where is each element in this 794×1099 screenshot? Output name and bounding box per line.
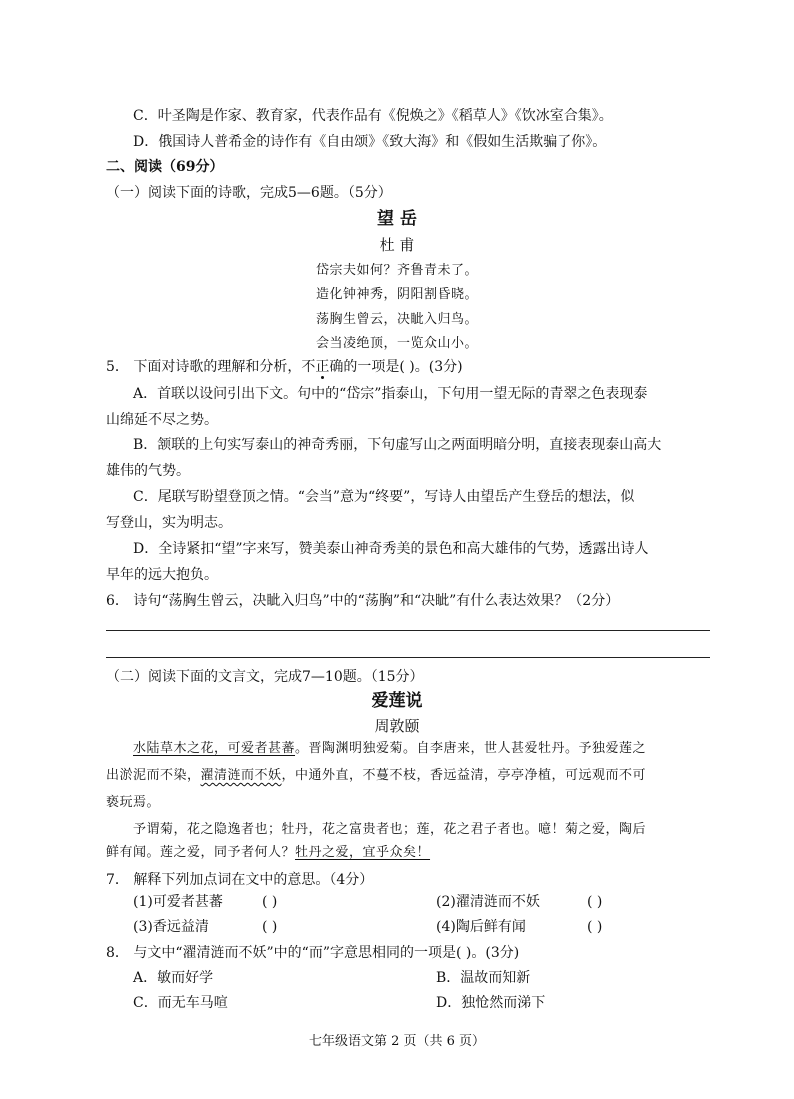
q5-option-a-line1: A．首联以设问引出下文。句中的“岱宗”指泰山，下句用一望无际的青翠之色表现泰 bbox=[133, 386, 648, 402]
q7-item-3: (3)香远益清 bbox=[133, 919, 209, 935]
q7-blank-3[interactable]: ( ) bbox=[262, 919, 278, 935]
q7-blank-4[interactable]: ( ) bbox=[587, 919, 603, 935]
q8-option-d: D．独怆然而涕下 bbox=[436, 995, 546, 1011]
q5-option-c-line2: 写登山，实为明志。 bbox=[106, 515, 232, 531]
part2-intro: （二）阅读下面的文言文，完成7—10题。（15分） bbox=[106, 669, 424, 685]
question-6-stem: 6． 诗句“荡胸生曾云，决眦入归鸟”中的“荡胸”和“决眦”有什么表达效果？（2分） bbox=[106, 593, 620, 609]
essay-p1-b2: ，中通外直，不蔓不枝，香远益清，亭亭净植，可远观而不可 bbox=[281, 768, 647, 783]
essay-wavy-sentence: 濯清涟而不妖 bbox=[200, 768, 282, 783]
essay-p1-line3: 亵玩焉。 bbox=[106, 795, 161, 810]
q5-option-b-line2: 雄伟的气势。 bbox=[106, 463, 190, 479]
q5-option-b-line1: B．颔联的上句实写泰山的神奇秀丽，下句虚写山之两面明暗分明，直接表现泰山高大 bbox=[133, 437, 662, 453]
option-d-literature: D．俄国诗人普希金的诗作有《自由颂》《致大海》和《假如生活欺骗了你》。 bbox=[133, 134, 607, 150]
essay-underlined-sentence-1: 水陆草木之花，可爱者甚蕃 bbox=[133, 741, 296, 756]
q8-option-b: B．温故而知新 bbox=[436, 970, 531, 986]
question-7-stem: 7． 解释下列加点词在文中的意思。（4分） bbox=[106, 872, 374, 888]
q5-option-a-line2: 山绵延不尽之势。 bbox=[106, 412, 218, 428]
page-footer: 七年级语文第 2 页（共 6 页） bbox=[308, 1034, 486, 1049]
q5-option-d-line1: D．全诗紧扣“望”字来写，赞美泰山神奇秀美的景色和高大雄伟的气势，透露出诗人 bbox=[133, 541, 649, 557]
q8-option-c: C．而无车马喧 bbox=[133, 995, 228, 1011]
essay-p2-line1: 予谓菊，花之隐逸者也；牡丹，花之富贵者也；莲，花之君子者也。噫！菊之爱，陶后 bbox=[133, 822, 647, 837]
part1-intro: （一）阅读下面的诗歌，完成5—6题。（5分） bbox=[106, 185, 392, 201]
q7-blank-2[interactable]: ( ) bbox=[587, 894, 603, 910]
q5-emphasis: 不正确 bbox=[301, 359, 344, 375]
q7-item-4: (4)陶后鲜有闻 bbox=[436, 919, 526, 935]
essay-underlined-sentence-2: 牡丹之爱，宜乎众矣！ bbox=[295, 845, 431, 860]
question-8-stem: 8． 与文中“濯清涟而不妖”中的“而”字意思相同的一项是( )。(3分) bbox=[106, 945, 520, 961]
poem-author: 杜 甫 bbox=[379, 236, 415, 254]
poem-line-4: 会当凌绝顶，一览众山小。 bbox=[316, 336, 479, 351]
poem-title: 望 岳 bbox=[377, 209, 417, 229]
question-5-stem bbox=[106, 357, 463, 377]
section-heading-reading: 二、阅读（69分） bbox=[106, 159, 224, 175]
q7-item-1: (1)可爱者甚蕃 bbox=[133, 894, 223, 910]
essay-title: 爱莲说 bbox=[371, 691, 423, 711]
option-c-literature: C．叶圣陶是作家、教育家，代表作品有《倪焕之》《稻草人》《饮冰室合集》。 bbox=[133, 108, 613, 124]
essay-author: 周敦颐 bbox=[374, 717, 420, 735]
q7-item-2: (2)濯清涟而不妖 bbox=[436, 894, 540, 910]
q5-pre: 5． 下面对诗歌的理解和分析， bbox=[106, 359, 302, 375]
q5-post: 的一项是( )。(3分) bbox=[343, 359, 463, 375]
q8-option-a: A．敏而好学 bbox=[133, 970, 214, 986]
poem-line-2: 造化钟神秀，阴阳割昏晓。 bbox=[316, 287, 479, 302]
answer-line-1[interactable] bbox=[106, 630, 710, 631]
essay-p1-line2 bbox=[106, 766, 646, 786]
essay-p2-line2 bbox=[106, 843, 430, 863]
essay-p2-b: 鲜有闻。莲之爱，同予者何人？ bbox=[106, 845, 296, 860]
essay-p1-a: 。晋陶渊明独爱菊。自李唐来，世人甚爱牡丹。予独爱莲之 bbox=[295, 741, 647, 756]
answer-line-2[interactable] bbox=[106, 657, 710, 658]
poem-line-3: 荡胸生曾云，决眦入归鸟。 bbox=[316, 312, 479, 327]
essay-p1-line1 bbox=[133, 739, 646, 759]
essay-p1-b1: 出淤泥而不染， bbox=[106, 768, 201, 783]
q7-blank-1[interactable]: ( ) bbox=[262, 894, 278, 910]
poem-line-1: 岱宗夫如何？齐鲁青未了。 bbox=[316, 263, 479, 278]
q5-option-d-line2: 早年的远大抱负。 bbox=[106, 567, 218, 583]
q5-option-c-line1: C．尾联写盼望登顶之情。“会当”意为“终要”，写诗人由望岳产生登岳的想法，似 bbox=[133, 489, 635, 505]
